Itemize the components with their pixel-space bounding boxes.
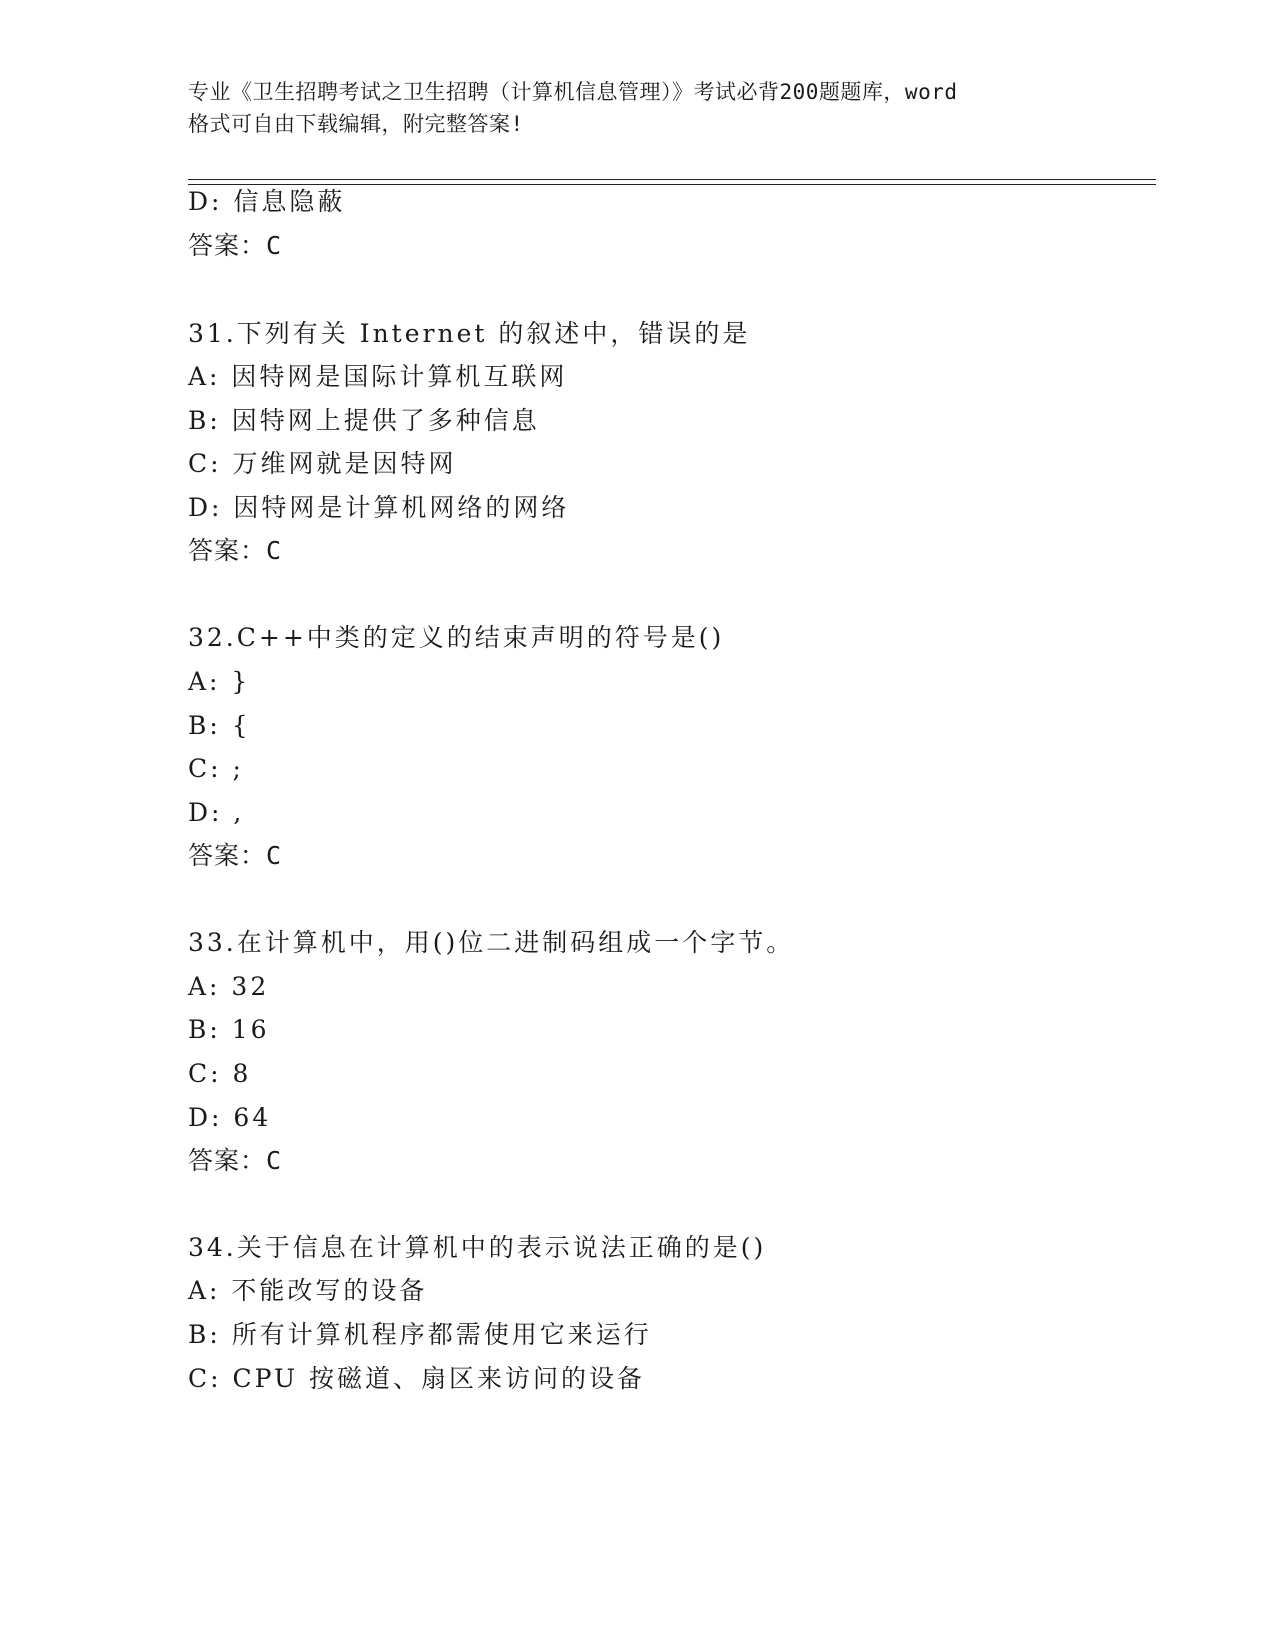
answer-value: C: [266, 841, 283, 870]
header-divider-bottom: [188, 184, 1156, 185]
q34-option-a: A: 不能改写的设备: [188, 1276, 428, 1305]
q32-option-a: A: }: [188, 667, 251, 696]
q33-option-a: A: 32: [188, 972, 270, 1001]
q31-answer: [188, 535, 282, 567]
answer-value: C: [266, 231, 283, 260]
q32-answer: [188, 840, 282, 872]
header-title-line-1: 专业《卫生招聘考试之卫生招聘（计算机信息管理）》考试必背200题题库，word: [188, 80, 958, 104]
q34-question: 34.关于信息在计算机中的表示说法正确的是(): [188, 1233, 767, 1262]
q31-option-b: B: 因特网上提供了多种信息: [188, 406, 540, 435]
q33-option-b: B: 16: [188, 1015, 270, 1044]
answer-label: 答案：: [188, 841, 267, 870]
q33-option-d: D: 64: [188, 1103, 272, 1132]
q33-question: 33.在计算机中，用()位二进制码组成一个字节。: [188, 928, 795, 957]
header-title-line-2: 格式可自由下载编辑，附完整答案!: [188, 112, 524, 136]
q34-option-c: C: CPU 按磁道、扇区来访问的设备: [188, 1364, 646, 1393]
q32-question: 32.C++中类的定义的结束声明的符号是(): [188, 623, 725, 652]
q31-question: 31.下列有关 Internet 的叙述中，错误的是: [188, 319, 751, 348]
answer-label: 答案：: [188, 1146, 267, 1175]
q32-option-d: D: ,: [188, 798, 245, 827]
q34-option-b: B: 所有计算机程序都需使用它来运行: [188, 1320, 652, 1349]
document-header: [188, 76, 1088, 140]
answer-value: C: [266, 536, 283, 565]
answer-label: 答案：: [188, 536, 267, 565]
q30-option-d: D: 信息隐蔽: [188, 187, 346, 216]
q33-option-c: C: 8: [188, 1059, 252, 1088]
q33-answer: [188, 1145, 282, 1177]
answer-label: 答案：: [188, 231, 267, 260]
q30-answer: [188, 230, 282, 262]
answer-value: C: [266, 1146, 283, 1175]
q31-option-d: D: 因特网是计算机网络的网络: [188, 493, 570, 522]
q32-option-b: B: {: [188, 711, 251, 740]
q31-option-a: A: 因特网是国际计算机互联网: [188, 362, 568, 391]
q32-option-c: C: ;: [188, 754, 244, 783]
q31-option-c: C: 万维网就是因特网: [188, 449, 457, 478]
header-divider-top: [188, 179, 1156, 180]
